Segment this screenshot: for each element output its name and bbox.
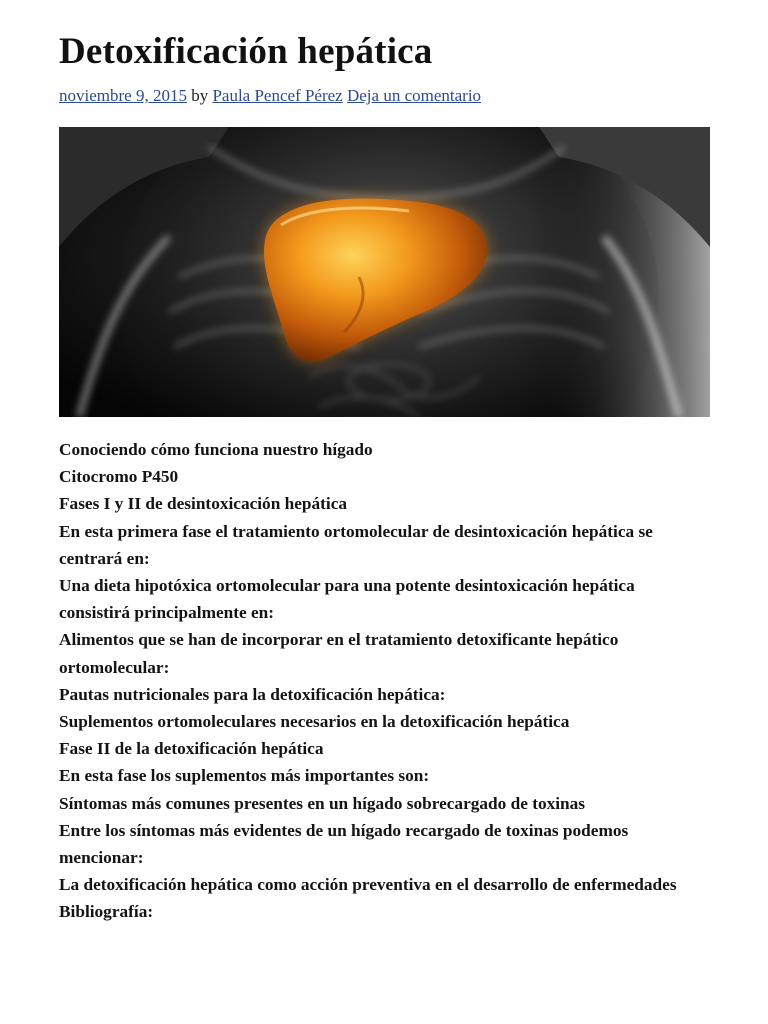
toc-item[interactable]: Una dieta hipotóxica ortomolecular para una potente desintoxicación hepática consistirá principalmente en: <box>59 576 635 623</box>
toc-item[interactable]: Suplementos ortomoleculares necesarios en la detoxificación hepática <box>59 712 570 732</box>
toc-item[interactable]: Alimentos que se han de incorporar en el tratamiento detoxificante hepático ortomolecular: <box>59 630 619 677</box>
article-meta <box>59 85 709 107</box>
comment-link[interactable]: Deja un comentario <box>346 86 482 105</box>
by-label: by <box>191 86 209 105</box>
toc-item[interactable]: En esta fase los suplementos más importantes son: <box>59 766 430 786</box>
toc-item[interactable]: La detoxificación hepática como acción preventiva en el desarrollo de enfermedades <box>59 875 677 895</box>
article-date-link[interactable]: noviembre 9, 2015 <box>59 86 187 105</box>
toc-item[interactable]: En esta primera fase el tratamiento ortomolecular de desintoxicación hepática se centrará en: <box>59 521 653 568</box>
toc-item[interactable]: Fase II de la detoxificación hepática <box>59 739 324 759</box>
article-title: Detoxificación hepática <box>59 31 433 72</box>
toc-item[interactable]: Entre los síntomas más evidentes de un hígado recargado de toxinas podemos mencionar: <box>59 820 629 868</box>
toc-item[interactable]: Pautas nutricionales para la detoxificación hepática: <box>59 684 446 704</box>
author-link[interactable]: Paula Pencef Pérez <box>212 86 343 105</box>
toc-item[interactable]: Citocromo P450 <box>59 467 179 487</box>
toc-item[interactable]: Fases I y II de desintoxicación hepática <box>59 494 348 514</box>
toc-item[interactable]: Síntomas más comunes presentes en un hígado sobrecargado de toxinas <box>59 793 586 813</box>
toc-item[interactable]: Conociendo cómo funciona nuestro hígado <box>59 440 373 459</box>
toc-item[interactable]: Bibliografía: <box>59 902 154 922</box>
table-of-contents <box>59 436 709 926</box>
liver-hero-image <box>59 127 710 417</box>
liver-illustration <box>59 127 710 417</box>
